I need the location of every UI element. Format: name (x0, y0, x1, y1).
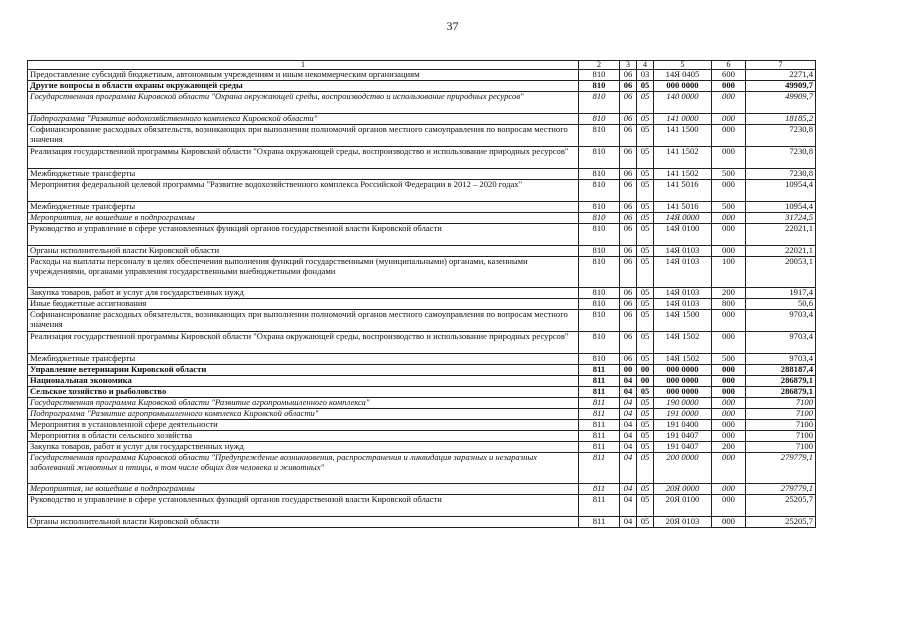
target-article-cell: 200 0000 (654, 453, 712, 484)
amount-cell: 9703,4 (746, 332, 816, 354)
page-number: 37 (446, 19, 459, 33)
table-row (28, 246, 816, 257)
row-name-cell: Иные бюджетные ассигнования (28, 299, 579, 310)
amount-cell: 10954,4 (746, 202, 816, 213)
row-name-cell: Государственная программа Кировской области "Предупреждение возникновения, распространения и ликвидация заразных и незаразных заболеваний животных и птицы, в том числе общих для человека и животных" (28, 453, 579, 484)
expense-type-cell: 600 (712, 70, 746, 81)
target-article-cell: 000 0000 (654, 387, 712, 398)
row-name-cell: Государственная программа Кировской области "Охрана окружающей среды, воспроизводство и использование природных ресурсов" (28, 92, 579, 114)
expense-type-cell: 000 (712, 332, 746, 354)
section-code-cell: 06 (620, 354, 637, 365)
target-article-cell: 14Я 1502 (654, 332, 712, 354)
amount-cell: 10954,4 (746, 180, 816, 202)
subsection-code-cell: 05 (637, 213, 654, 224)
section-code-cell: 04 (620, 453, 637, 484)
amount-cell: 18185,2 (746, 114, 816, 125)
table-row (28, 202, 816, 213)
section-code-cell: 06 (620, 310, 637, 332)
section-code-cell: 04 (620, 431, 637, 442)
subsection-code-cell: 05 (637, 114, 654, 125)
table-row (28, 484, 816, 495)
target-article-cell: 141 1502 (654, 147, 712, 169)
subsection-code-cell: 05 (637, 147, 654, 169)
subsection-code-cell: 05 (637, 332, 654, 354)
header-cell: 7 (746, 61, 816, 70)
target-article-cell: 14Я 0103 (654, 288, 712, 299)
target-article-cell: 14Я 0100 (654, 224, 712, 246)
section-code-cell: 00 (620, 365, 637, 376)
section-code-cell: 04 (620, 376, 637, 387)
expense-type-cell: 000 (712, 224, 746, 246)
section-code-cell: 06 (620, 81, 637, 92)
row-name-cell: Расходы на выплаты персоналу в целях обеспечения выполнения функций государственными (муниципальными) органами, казенными учреждениями, органами управления государственными внебюджетными фондами (28, 257, 579, 288)
section-code-cell: 06 (620, 202, 637, 213)
expense-type-cell: 000 (712, 114, 746, 125)
ministry-code-cell: 810 (579, 114, 620, 125)
ministry-code-cell: 811 (579, 409, 620, 420)
table-row (28, 376, 816, 387)
expense-type-cell: 000 (712, 431, 746, 442)
target-article-cell: 14Я 1500 (654, 310, 712, 332)
subsection-code-cell: 05 (637, 495, 654, 517)
section-code-cell: 04 (620, 517, 637, 528)
table-row (28, 299, 816, 310)
table-row (28, 288, 816, 299)
table-row (28, 354, 816, 365)
table-row (28, 180, 816, 202)
subsection-code-cell: 05 (637, 169, 654, 180)
expense-type-cell: 000 (712, 180, 746, 202)
amount-cell: 7230,8 (746, 125, 816, 147)
target-article-cell: 14Я 0405 (654, 70, 712, 81)
amount-cell: 7100 (746, 420, 816, 431)
subsection-code-cell: 05 (637, 409, 654, 420)
budget-table (27, 60, 816, 528)
row-name-cell: Государственная программа Кировской области "Развитие агропромышленного комплекса" (28, 398, 579, 409)
section-code-cell: 06 (620, 92, 637, 114)
subsection-code-cell: 05 (637, 387, 654, 398)
amount-cell: 22021,1 (746, 246, 816, 257)
row-name-cell: Руководство и управление в сфере установленных функций органов государственной власти Кировской области (28, 224, 579, 246)
amount-cell: 7100 (746, 409, 816, 420)
amount-cell: 49909,7 (746, 81, 816, 92)
subsection-code-cell: 05 (637, 257, 654, 288)
subsection-code-cell: 05 (637, 81, 654, 92)
header-cell: 1 (28, 61, 579, 70)
ministry-code-cell: 811 (579, 387, 620, 398)
expense-type-cell: 000 (712, 453, 746, 484)
expense-type-cell: 000 (712, 484, 746, 495)
section-code-cell: 06 (620, 213, 637, 224)
expense-type-cell: 500 (712, 202, 746, 213)
row-name-cell: Мероприятия федеральной целевой программы "Развитие водохозяйственного комплекса Российской Федерации в 2012 – 2020 годах" (28, 180, 579, 202)
amount-cell: 279779,1 (746, 484, 816, 495)
ministry-code-cell: 811 (579, 517, 620, 528)
subsection-code-cell: 05 (637, 517, 654, 528)
expense-type-cell: 000 (712, 376, 746, 387)
ministry-code-cell: 811 (579, 495, 620, 517)
amount-cell: 25205,7 (746, 517, 816, 528)
ministry-code-cell: 810 (579, 257, 620, 288)
ministry-code-cell: 810 (579, 70, 620, 81)
table-row (28, 332, 816, 354)
ministry-code-cell: 810 (579, 147, 620, 169)
subsection-code-cell: 05 (637, 224, 654, 246)
ministry-code-cell: 811 (579, 442, 620, 453)
subsection-code-cell: 05 (637, 288, 654, 299)
target-article-cell: 141 0000 (654, 114, 712, 125)
table-row (28, 387, 816, 398)
subsection-code-cell: 05 (637, 180, 654, 202)
header-cell: 6 (712, 61, 746, 70)
section-code-cell: 06 (620, 114, 637, 125)
target-article-cell: 20Я 0100 (654, 495, 712, 517)
ministry-code-cell: 811 (579, 431, 620, 442)
ministry-code-cell: 810 (579, 180, 620, 202)
expense-type-cell: 000 (712, 387, 746, 398)
table-row (28, 495, 816, 517)
amount-cell: 7230,8 (746, 147, 816, 169)
amount-cell: 1917,4 (746, 288, 816, 299)
section-code-cell: 04 (620, 398, 637, 409)
target-article-cell: 141 1500 (654, 125, 712, 147)
table-row (28, 213, 816, 224)
expense-type-cell: 000 (712, 420, 746, 431)
table-row (28, 169, 816, 180)
row-name-cell: Управление ветеринарии Кировской области (28, 365, 579, 376)
expense-type-cell: 000 (712, 147, 746, 169)
amount-cell: 49909,7 (746, 92, 816, 114)
ministry-code-cell: 810 (579, 246, 620, 257)
amount-cell: 20053,1 (746, 257, 816, 288)
table-row (28, 70, 816, 81)
amount-cell: 25205,7 (746, 495, 816, 517)
ministry-code-cell: 810 (579, 125, 620, 147)
subsection-code-cell: 00 (637, 376, 654, 387)
section-code-cell: 06 (620, 332, 637, 354)
target-article-cell: 141 5016 (654, 202, 712, 213)
expense-type-cell: 500 (712, 169, 746, 180)
ministry-code-cell: 810 (579, 169, 620, 180)
row-name-cell: Закупка товаров, работ и услуг для государственных нужд (28, 288, 579, 299)
section-code-cell: 04 (620, 484, 637, 495)
subsection-code-cell: 05 (637, 442, 654, 453)
ministry-code-cell: 811 (579, 420, 620, 431)
table-row (28, 365, 816, 376)
expense-type-cell: 000 (712, 213, 746, 224)
expense-type-cell: 000 (712, 92, 746, 114)
header-cell: 3 (620, 61, 637, 70)
section-code-cell: 06 (620, 224, 637, 246)
amount-cell: 9703,4 (746, 354, 816, 365)
section-code-cell: 06 (620, 70, 637, 81)
table-row (28, 147, 816, 169)
section-code-cell: 06 (620, 288, 637, 299)
subsection-code-cell: 05 (637, 310, 654, 332)
section-code-cell: 04 (620, 387, 637, 398)
subsection-code-cell: 05 (637, 484, 654, 495)
target-article-cell: 191 0000 (654, 409, 712, 420)
expense-type-cell: 500 (712, 354, 746, 365)
amount-cell: 9703,4 (746, 310, 816, 332)
row-name-cell: Органы исполнительной власти Кировской области (28, 246, 579, 257)
target-article-cell: 140 0000 (654, 92, 712, 114)
section-code-cell: 06 (620, 147, 637, 169)
section-code-cell: 06 (620, 257, 637, 288)
table-row (28, 453, 816, 484)
amount-cell: 7100 (746, 398, 816, 409)
subsection-code-cell: 05 (637, 431, 654, 442)
row-name-cell: Руководство и управление в сфере установленных функций органов государственной власти Кировской области (28, 495, 579, 517)
ministry-code-cell: 811 (579, 398, 620, 409)
expense-type-cell: 000 (712, 398, 746, 409)
row-name-cell: Предоставление субсидий бюджетным, автономным учреждениям и иным некоммерческим организациям (28, 70, 579, 81)
section-code-cell: 04 (620, 409, 637, 420)
table-row (28, 431, 816, 442)
header-cell: 5 (654, 61, 712, 70)
target-article-cell: 20Я 0000 (654, 484, 712, 495)
table-row (28, 114, 816, 125)
table-row (28, 125, 816, 147)
row-name-cell: Закупка товаров, работ и услуг для государственных нужд (28, 442, 579, 453)
ministry-code-cell: 810 (579, 81, 620, 92)
amount-cell: 286879,1 (746, 387, 816, 398)
expense-type-cell: 800 (712, 299, 746, 310)
subsection-code-cell: 05 (637, 246, 654, 257)
expense-type-cell: 000 (712, 310, 746, 332)
target-article-cell: 20Я 0103 (654, 517, 712, 528)
subsection-code-cell: 05 (637, 354, 654, 365)
subsection-code-cell: 03 (637, 70, 654, 81)
subsection-code-cell: 05 (637, 125, 654, 147)
row-name-cell: Межбюджетные трансферты (28, 169, 579, 180)
row-name-cell: Мероприятия в установленной сфере деятельности (28, 420, 579, 431)
expense-type-cell: 000 (712, 409, 746, 420)
target-article-cell: 191 0400 (654, 420, 712, 431)
target-article-cell: 000 0000 (654, 81, 712, 92)
row-name-cell: Мероприятия, не вошедшие в подпрограммы (28, 484, 579, 495)
table-row (28, 409, 816, 420)
expense-type-cell: 000 (712, 81, 746, 92)
target-article-cell: 14Я 0103 (654, 246, 712, 257)
section-code-cell: 04 (620, 495, 637, 517)
subsection-code-cell: 05 (637, 299, 654, 310)
target-article-cell: 000 0000 (654, 376, 712, 387)
ministry-code-cell: 810 (579, 310, 620, 332)
target-article-cell: 141 5016 (654, 180, 712, 202)
expense-type-cell: 000 (712, 495, 746, 517)
amount-cell: 7100 (746, 442, 816, 453)
row-name-cell: Межбюджетные трансферты (28, 354, 579, 365)
row-name-cell: Подпрограмма "Развитие агропромышленного комплекса Кировской области" (28, 409, 579, 420)
ministry-code-cell: 810 (579, 288, 620, 299)
subsection-code-cell: 05 (637, 453, 654, 484)
row-name-cell: Межбюджетные трансферты (28, 202, 579, 213)
section-code-cell: 04 (620, 442, 637, 453)
ministry-code-cell: 810 (579, 202, 620, 213)
target-article-cell: 191 0407 (654, 442, 712, 453)
table-header-row (28, 61, 816, 70)
amount-cell: 31724,5 (746, 213, 816, 224)
row-name-cell: Софинансирование расходных обязательств, возникающих при выполнении полномочий органов местного самоуправления по вопросам местного значения (28, 125, 579, 147)
ministry-code-cell: 810 (579, 224, 620, 246)
amount-cell: 7230,8 (746, 169, 816, 180)
expense-type-cell: 000 (712, 517, 746, 528)
table-row (28, 92, 816, 114)
row-name-cell: Органы исполнительной власти Кировской области (28, 517, 579, 528)
target-article-cell: 14Я 0103 (654, 257, 712, 288)
row-name-cell: Другие вопросы в области охраны окружающей среды (28, 81, 579, 92)
row-name-cell: Мероприятия в области сельского хозяйства (28, 431, 579, 442)
table-row (28, 224, 816, 246)
row-name-cell: Мероприятия, не вошедшие в подпрограммы (28, 213, 579, 224)
expense-type-cell: 100 (712, 257, 746, 288)
amount-cell: 50,6 (746, 299, 816, 310)
expense-type-cell: 200 (712, 442, 746, 453)
subsection-code-cell: 05 (637, 398, 654, 409)
ministry-code-cell: 810 (579, 354, 620, 365)
section-code-cell: 04 (620, 420, 637, 431)
amount-cell: 286879,1 (746, 376, 816, 387)
expense-type-cell: 000 (712, 125, 746, 147)
row-name-cell: Реализация государственной программы Кировской области "Охрана окружающей среды, воспроизводство и использование природных ресурсов" (28, 147, 579, 169)
header-cell: 4 (637, 61, 654, 70)
amount-cell: 2271,4 (746, 70, 816, 81)
subsection-code-cell: 05 (637, 202, 654, 213)
table-row (28, 81, 816, 92)
row-name-cell: Национальная экономика (28, 376, 579, 387)
table-row (28, 257, 816, 288)
table-row (28, 398, 816, 409)
target-article-cell: 191 0407 (654, 431, 712, 442)
table-row (28, 420, 816, 431)
subsection-code-cell: 05 (637, 420, 654, 431)
target-article-cell: 14Я 0000 (654, 213, 712, 224)
expense-type-cell: 000 (712, 365, 746, 376)
ministry-code-cell: 811 (579, 453, 620, 484)
row-name-cell: Реализация государственной программы Кировской области "Охрана окружающей среды, воспроизводство и использование природных ресурсов" (28, 332, 579, 354)
target-article-cell: 14Я 0103 (654, 299, 712, 310)
ministry-code-cell: 811 (579, 365, 620, 376)
ministry-code-cell: 810 (579, 299, 620, 310)
ministry-code-cell: 810 (579, 92, 620, 114)
subsection-code-cell: 05 (637, 92, 654, 114)
target-article-cell: 141 1502 (654, 169, 712, 180)
expense-type-cell: 200 (712, 288, 746, 299)
header-cell: 2 (579, 61, 620, 70)
amount-cell: 22021,1 (746, 224, 816, 246)
row-name-cell: Софинансирование расходных обязательств, возникающих при выполнении полномочий органов местного самоуправления по вопросам местного значения (28, 310, 579, 332)
section-code-cell: 06 (620, 299, 637, 310)
expense-type-cell: 000 (712, 246, 746, 257)
subsection-code-cell: 00 (637, 365, 654, 376)
table-row (28, 517, 816, 528)
row-name-cell: Сельское хозяйство и рыболовство (28, 387, 579, 398)
ministry-code-cell: 811 (579, 376, 620, 387)
section-code-cell: 06 (620, 180, 637, 202)
table-row (28, 442, 816, 453)
amount-cell: 279779,1 (746, 453, 816, 484)
amount-cell: 7100 (746, 431, 816, 442)
row-name-cell: Подпрограмма "Развитие водохозяйственного комплекса Кировской области" (28, 114, 579, 125)
section-code-cell: 06 (620, 169, 637, 180)
amount-cell: 288187,4 (746, 365, 816, 376)
section-code-cell: 06 (620, 246, 637, 257)
ministry-code-cell: 811 (579, 484, 620, 495)
target-article-cell: 000 0000 (654, 365, 712, 376)
target-article-cell: 14Я 1502 (654, 354, 712, 365)
section-code-cell: 06 (620, 125, 637, 147)
table-row (28, 310, 816, 332)
target-article-cell: 190 0000 (654, 398, 712, 409)
ministry-code-cell: 810 (579, 332, 620, 354)
ministry-code-cell: 810 (579, 213, 620, 224)
